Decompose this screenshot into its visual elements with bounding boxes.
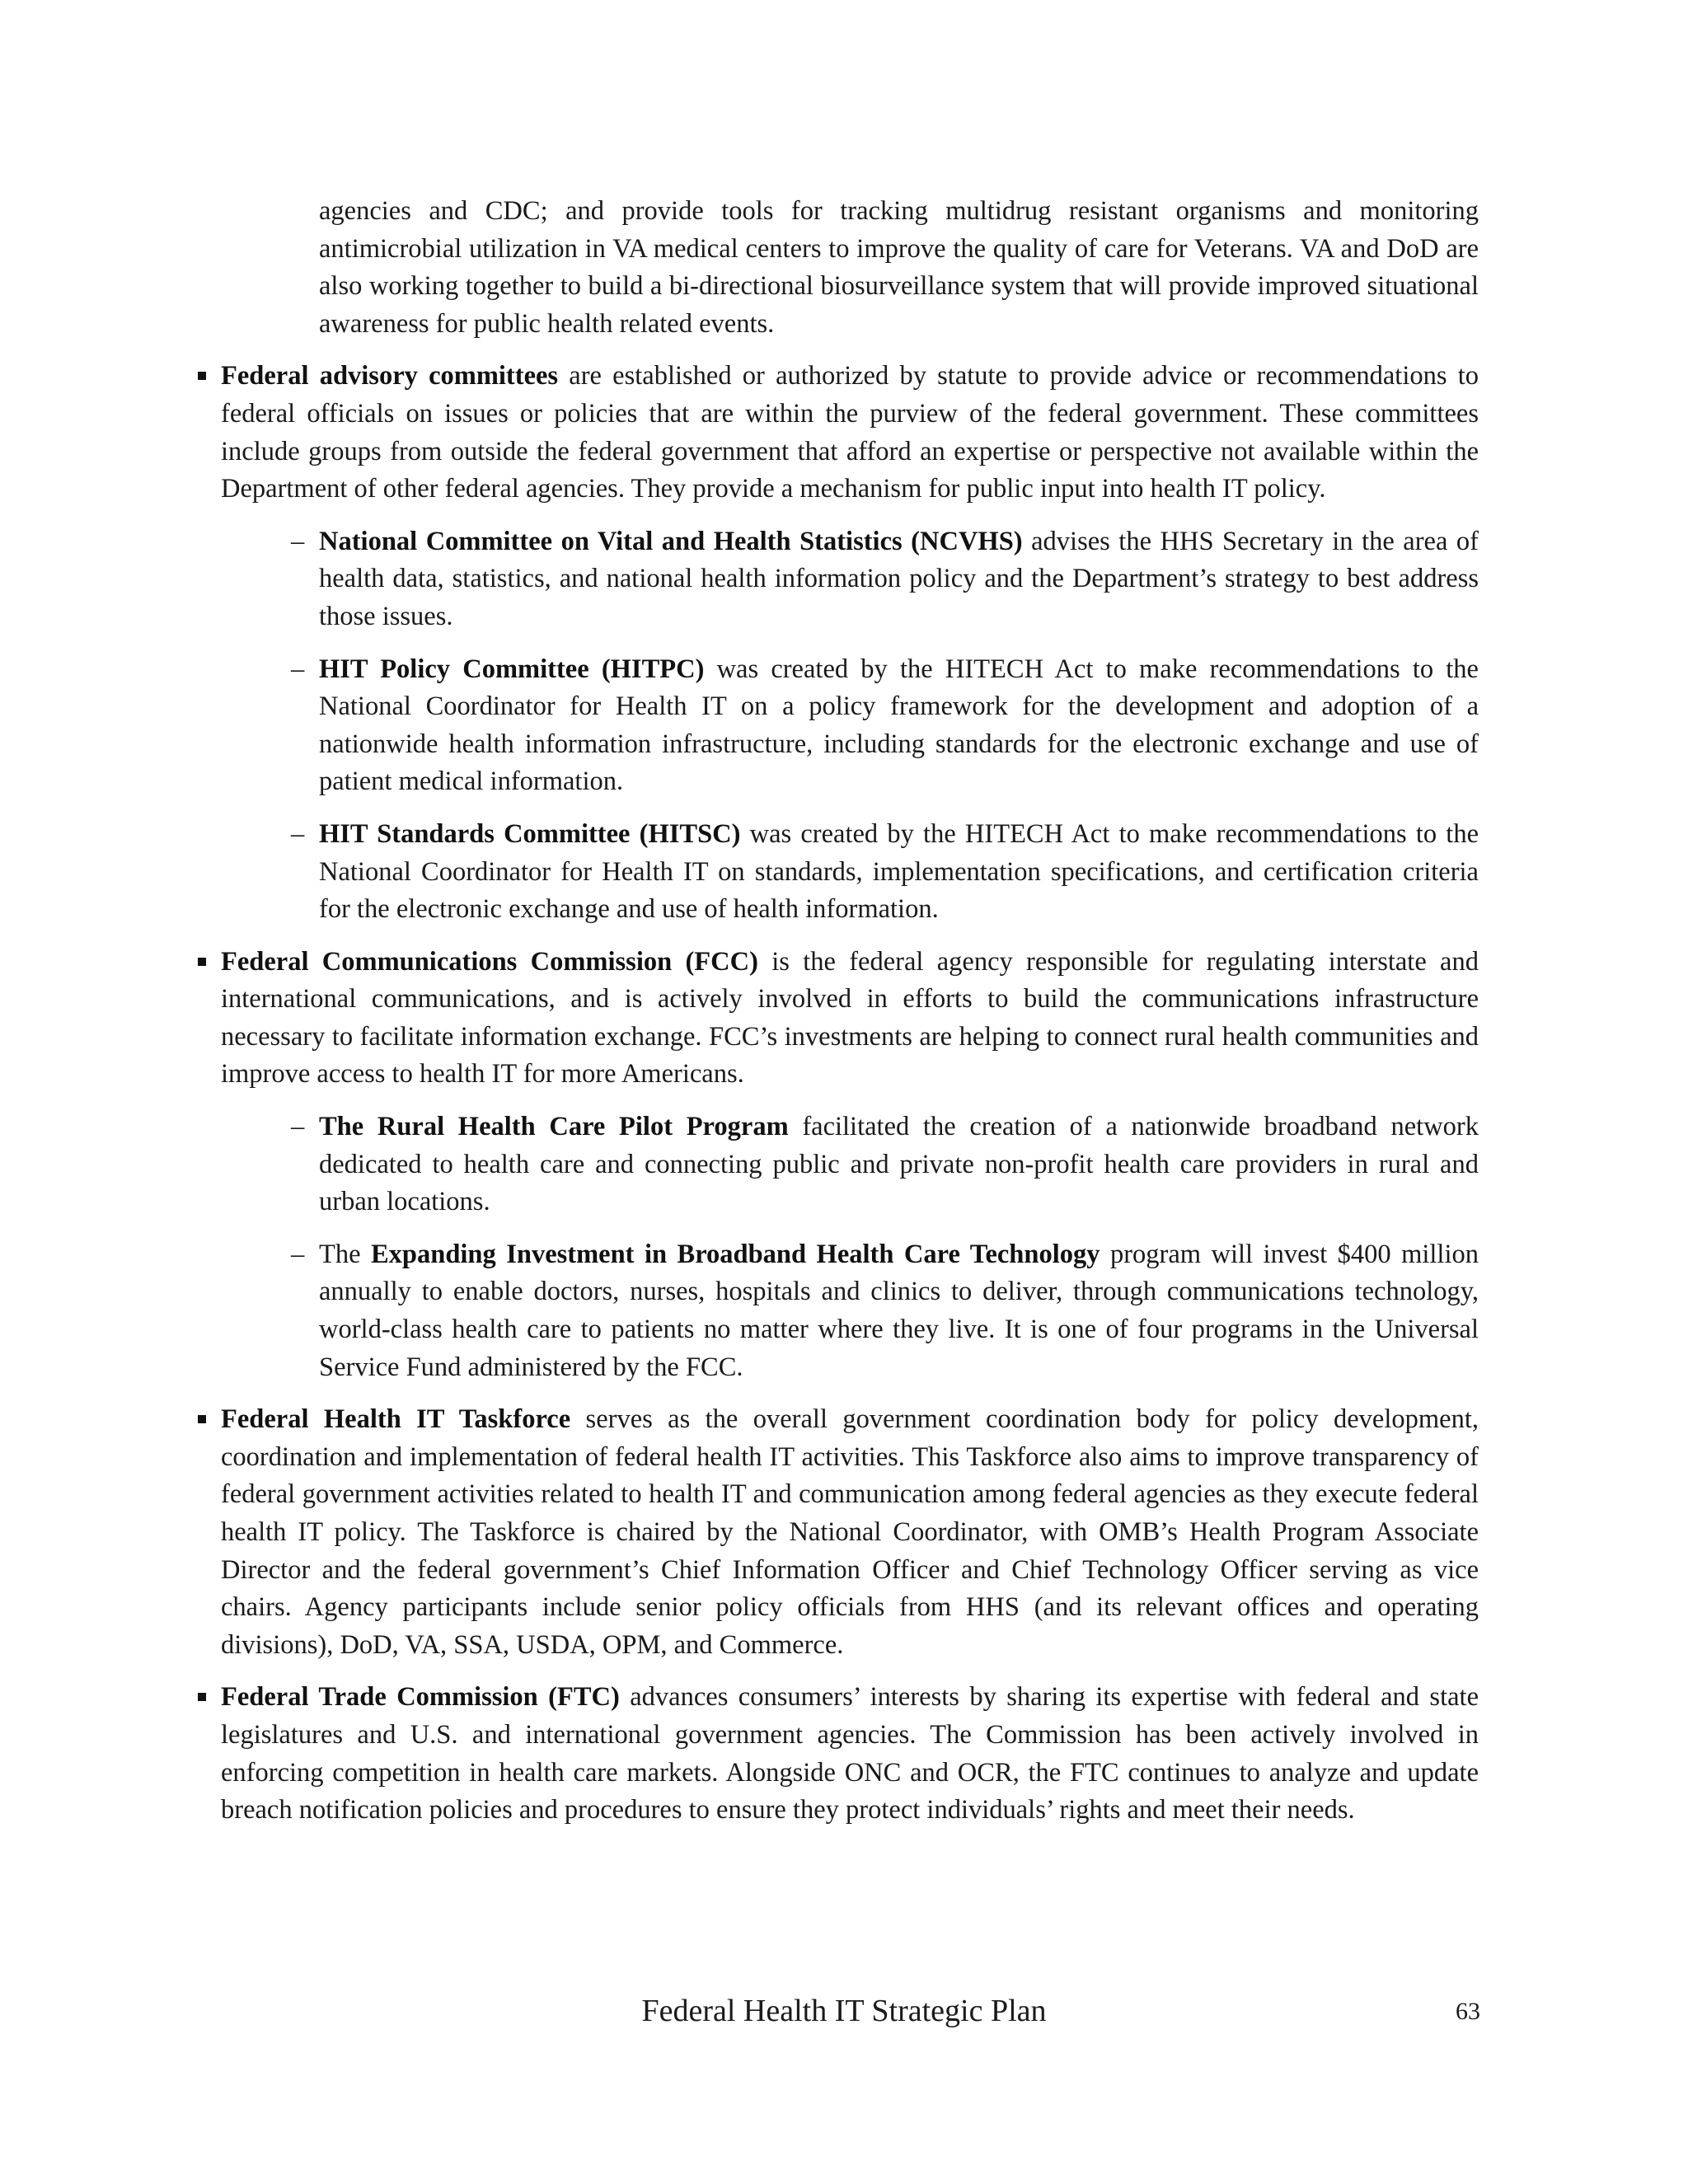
subitem-rural-health-care-pilot	[291, 1108, 1479, 1221]
subitem-text: program will invest $400 million annually to enable doctors, nurses, hospitals and clinics to deliver, through communications technology, world-class health care to patients no matter where they live. It is one of four programs in the Universal Service Fund administered by the FCC.	[319, 1239, 1479, 1382]
bullet-text: is the federal agency responsible for regulating interstate and international communications, and is actively involved in efforts to build the communications infrastructure necessary to facilitate information exchange. FCC’s investments are helping to connect rural health communities and improve access to health IT for more Americans.	[221, 946, 1479, 1090]
subitem-term: National Committee on Vital and Health Statistics (NCVHS)	[319, 526, 1023, 556]
bullet-fcc	[221, 944, 1479, 1094]
subitem-text: advises the HHS Secretary in the area of health data, statistics, and national health information policy and the Department’s strategy to best address those issues.	[319, 526, 1479, 631]
subitem-term: The Rural Health Care Pilot Program	[319, 1112, 789, 1142]
dash-icon: –	[291, 1112, 305, 1142]
square-bullet-icon	[198, 1693, 206, 1701]
dash-icon: –	[291, 654, 305, 684]
dash-icon: –	[291, 1239, 305, 1269]
continuation-paragraph: agencies and CDC; and provide tools for tracking multidrug resistant organisms and monitoring antimicrobial utilization in VA medical centers to improve the quality of care for Veterans. VA and DoD are also working together to build a bi-directional biosurveillance system that will provide improved situational awareness for public health related events.	[319, 196, 1479, 339]
bullet-federal-advisory-committees	[221, 358, 1479, 508]
subitem-text: facilitated the creation of a nationwide broadband network dedicated to health care and connecting public and private non-profit health care providers in rural and urban locations.	[319, 1112, 1479, 1217]
square-bullet-icon	[198, 958, 206, 966]
subitem-text: was created by the HITECH Act to make recommendations to the National Coordinator for Health IT on standards, implementation specifications, and certification criteria for the electronic exchange and use of health information.	[319, 818, 1479, 925]
bullet-term: Federal Communications Commission (FCC)	[221, 946, 758, 977]
bullet-health-it-taskforce	[221, 1401, 1479, 1664]
document-body	[221, 193, 1479, 1844]
dash-icon: –	[291, 818, 305, 849]
bullet-text: serves as the overall government coordination body for policy development, coordination and implementation of federal health IT activities. This Taskforce also aims to improve transparency of federal government activities related to health IT and communication among federal agencies as they execute federal health IT policy. The Taskforce is chaired by the National Coordinator, with OMB’s Health Program Associate Director and the federal government’s Chief Information Officer and Chief Technology Officer serving as vice chairs. Agency participants include senior policy officials from HHS (and its relevant offices and operating divisions), DoD, VA, SSA, USDA, OPM, and Commerce.	[221, 1404, 1479, 1660]
subitem-term: Expanding Investment in Broadband Health Care Technology	[371, 1239, 1100, 1269]
bullet-ftc	[221, 1679, 1479, 1829]
square-bullet-icon	[198, 372, 206, 380]
subitem-expanding-investment	[291, 1236, 1479, 1386]
subitem-term: HIT Standards Committee (HITSC)	[319, 818, 741, 849]
subitem-ncvhs	[291, 523, 1479, 636]
bullet-text: advances consumers’ interests by sharing its expertise with federal and state legislatures and U.S. and international government agencies. The Commission has been actively involved in enforcing competition in health care markets. Alongside ONC and OCR, the FTC continues to analyze and update breach notification policies and procedures to ensure they protect individuals’ rights and meet their needs.	[221, 1682, 1479, 1825]
subitem-hitsc	[291, 816, 1479, 929]
footer-title: Federal Health IT Strategic Plan	[641, 1994, 1047, 2028]
bullet-term: Federal advisory committees	[221, 361, 559, 391]
page-number: 63	[1456, 1998, 1480, 2025]
subitem-term: HIT Policy Committee (HITPC)	[319, 654, 705, 684]
subitem-pre: The	[319, 1239, 371, 1269]
subitem-hitpc	[291, 651, 1479, 801]
bullet-term: Federal Health IT Taskforce	[221, 1404, 571, 1435]
subitem-text: was created by the HITECH Act to make recommendations to the National Coordinator for Health IT on a policy framework for the development and adoption of a nationwide health information infrastructure, including standards for the electronic exchange and use of patient medical information.	[319, 654, 1479, 797]
bullet-term: Federal Trade Commission (FTC)	[221, 1682, 620, 1713]
square-bullet-icon	[198, 1415, 206, 1423]
bullet-text: are established or authorized by statute to provide advice or recommendations to federal officials on issues or policies that are within the purview of the federal government. These committees include groups from outside the federal government that afford an expertise or perspective not available within the Department of other federal agencies. They provide a mechanism for public input into health IT policy.	[221, 361, 1479, 504]
dash-icon: –	[291, 526, 305, 556]
